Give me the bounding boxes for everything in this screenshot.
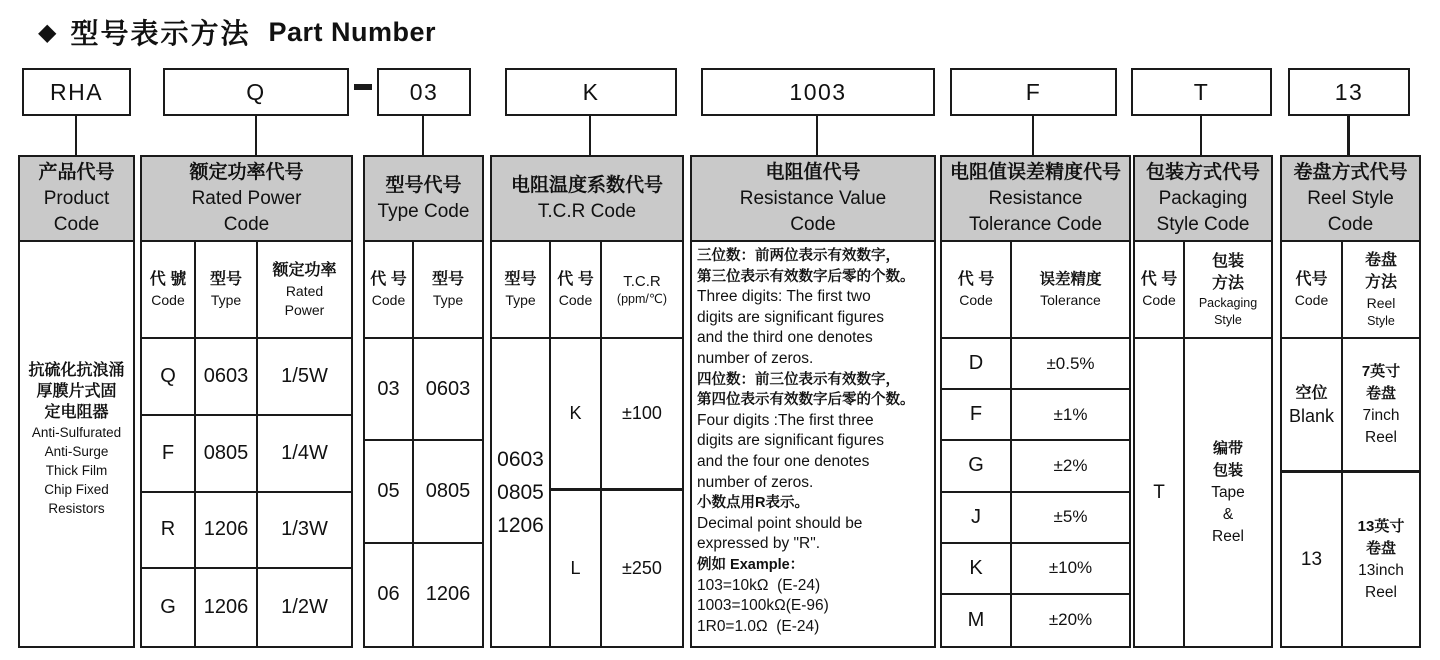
column-resistance-value (690, 155, 936, 648)
text-line: Decimal point should be (697, 514, 863, 532)
table-cell: ±2% (1012, 441, 1129, 492)
style-line: Reel (1212, 527, 1244, 545)
style-line: 7英寸 (1361, 362, 1401, 380)
subheader-code (942, 242, 1012, 339)
packaging-style-cell (1185, 339, 1271, 646)
subheader-zh: 代 号 (957, 271, 995, 288)
header-line: 电阻温度系数代号 (510, 174, 663, 196)
header-line: Style Code (1156, 213, 1250, 235)
subheader-zh: 方法 (1364, 273, 1397, 291)
column-type-code (363, 155, 484, 648)
connector-line (1032, 116, 1034, 157)
tcr-type-list (492, 339, 551, 646)
table-cell: R (142, 493, 196, 570)
connector-line (1347, 116, 1350, 157)
subheader-en: Code (371, 292, 406, 308)
subheader-zh: 代 号 (557, 271, 594, 288)
text-line: 四位数：前三位表示有效数字， (697, 371, 900, 388)
table-cell: F (942, 390, 1012, 441)
table-cell: 1/3W (258, 493, 351, 570)
subheader-zh: 包装 (1211, 252, 1244, 270)
subheader-code (551, 242, 602, 339)
style-line: & (1222, 505, 1234, 523)
style-line: 13英寸 (1357, 517, 1405, 535)
subheader-zh: 型号 (431, 271, 464, 288)
header-line: Code (223, 213, 270, 235)
product-desc-en: Thick Film (45, 463, 108, 478)
header-line: 电阻值误差精度代号 (949, 161, 1121, 183)
header-line: Reel Style (1307, 187, 1394, 209)
header-line: Product (43, 187, 110, 209)
part-box-type: 03 (377, 68, 471, 116)
table-cell: 1/5W (258, 339, 351, 416)
text-line: digits are significant figures (697, 308, 884, 326)
product-desc-zh: 抗硫化抗浪涌 (28, 362, 125, 379)
text-line: 103=10kΩ (E-24) (697, 576, 821, 594)
header-line: 型号代号 (385, 174, 462, 196)
subheader-zh: 代 號 (149, 271, 187, 288)
table-cell: ±0.5% (1012, 339, 1129, 390)
header-line: Resistance (988, 187, 1083, 209)
table-cell: K (942, 544, 1012, 595)
table-cell: ±100 (602, 339, 682, 491)
subheader-en: Rated (285, 282, 324, 299)
table-cell: 1206 (196, 493, 258, 570)
header-line: Rated Power (191, 187, 302, 209)
style-line: Reel (1365, 428, 1397, 446)
header-line: 卷盘方式代号 (1293, 161, 1408, 183)
table-cell: ±5% (1012, 493, 1129, 544)
reel-style-header (1282, 157, 1419, 242)
subheader-en: Type (432, 292, 464, 308)
table-cell: ±10% (1012, 544, 1129, 595)
part-box-packaging: T (1131, 68, 1272, 116)
code-line: Blank (1288, 405, 1335, 426)
product-desc-en: Anti-Sulfurated (31, 425, 122, 440)
subheader-en: Type (505, 292, 536, 308)
table-cell: 0805 (414, 441, 482, 543)
page-title-zh: 型号表示方法 (70, 18, 251, 49)
subheader-en: Style (1367, 313, 1395, 328)
tcr-type: 0805 (497, 481, 544, 504)
subheader-type (196, 242, 258, 339)
text-line: 第四位表示有效数字后零的个数。 (697, 392, 915, 409)
table-cell: F (142, 416, 196, 493)
subheader-en: Style (1214, 312, 1242, 327)
subheader-zh: 代 号 (370, 271, 407, 288)
connector-line (255, 116, 257, 157)
table-cell: L (551, 491, 602, 646)
subheader-en: Type (210, 292, 242, 308)
part-box-reel: 13 (1288, 68, 1410, 116)
subheader-en: Code (151, 292, 185, 308)
product-desc-en: Resistors (48, 501, 105, 516)
table-cell: Q (142, 339, 196, 416)
product-code-header (20, 157, 133, 242)
subheader-code (1135, 242, 1185, 339)
resistance-value-header (692, 157, 934, 242)
text-line: and the third one denotes (697, 329, 873, 347)
subheader-style (1343, 242, 1419, 339)
table-cell: G (942, 441, 1012, 492)
style-line: 7inch (1362, 406, 1400, 424)
text-line: number of zeros. (697, 349, 814, 367)
header-line: Code (790, 213, 836, 235)
text-line: Four digits :The first three (697, 411, 874, 429)
table-cell: 0805 (196, 416, 258, 493)
text-line: digits are significant figures (697, 432, 884, 450)
subheader-zh: 误差精度 (1039, 271, 1102, 288)
product-desc-zh: 厚膜片式固 (36, 383, 117, 400)
text-line: and the four one denotes (697, 452, 870, 470)
column-reel-style (1280, 155, 1421, 648)
table-cell: 05 (365, 441, 414, 543)
page-title-en: Part Number (268, 16, 437, 47)
reel-code-cell (1282, 339, 1343, 473)
product-description (20, 242, 133, 646)
separator-dash (354, 84, 372, 90)
header-line: Packaging (1158, 187, 1248, 209)
column-packaging (1133, 155, 1273, 648)
style-line: 卷盘 (1365, 539, 1396, 557)
text-line: 第三位表示有效数字后零的个数。 (697, 268, 915, 285)
header-line: 包装方式代号 (1145, 161, 1260, 183)
table-cell: ±250 (622, 558, 662, 578)
subheader-tcr (602, 242, 682, 339)
product-desc-zh: 定电阻器 (44, 404, 109, 421)
style-line: Tape (1211, 483, 1245, 501)
style-line: Reel (1365, 583, 1397, 601)
subheader-en: T.C.R (623, 272, 661, 290)
tcr-code-header (492, 157, 682, 242)
text-line: 小数点用R表示。 (697, 495, 809, 512)
page-title (38, 12, 436, 52)
connector-line (589, 116, 591, 157)
text-line: Three digits: The first two (697, 288, 871, 306)
subheader-en: Reel (1366, 294, 1396, 311)
table-cell: 1/2W (281, 596, 328, 619)
tcr-type: 0603 (497, 448, 544, 471)
table-cell: 1206 (196, 569, 258, 646)
packaging-header (1135, 157, 1271, 242)
table-cell: 06 (365, 544, 414, 646)
resistance-value-text (692, 242, 934, 646)
subheader-zh: 方法 (1211, 274, 1244, 292)
subheader-zh: 卷盘 (1364, 251, 1397, 269)
subheader-tolerance (1012, 242, 1129, 339)
text-line: 例如 Example： (697, 556, 805, 573)
part-box-resistance: 1003 (701, 68, 935, 116)
subheader-zh: 代 号 (1140, 271, 1178, 288)
table-cell: D (942, 339, 1012, 390)
code-line: 空位 (1295, 384, 1328, 402)
table-cell: 1/4W (258, 416, 351, 493)
part-box-product: RHA (22, 68, 131, 116)
subheader-en: Code (959, 292, 993, 308)
table-cell: 1206 (425, 583, 471, 606)
part-box-tcr: K (505, 68, 677, 116)
table-cell: M (942, 595, 1012, 646)
table-cell: 0603 (196, 339, 258, 416)
product-desc-en: Chip Fixed (44, 482, 109, 497)
header-line: Resistance Value (739, 187, 887, 209)
header-line: Tolerance Code (968, 213, 1103, 235)
subheader-code (142, 242, 196, 339)
subheader-type (414, 242, 482, 339)
reel-code-cell: 13 (1282, 473, 1343, 646)
packaging-code-cell: T (1135, 339, 1185, 646)
header-line: T.C.R Code (537, 200, 637, 222)
subheader-en: Code (1142, 292, 1176, 308)
reel-style-cell (1343, 473, 1419, 646)
subheader-en: Code (558, 292, 593, 308)
subheader-zh: 代号 (1295, 271, 1328, 288)
subheader-type (492, 242, 551, 339)
style-line: 包装 (1212, 461, 1243, 479)
part-box-power: Q (163, 68, 349, 116)
style-line: 卷盘 (1365, 384, 1396, 402)
diamond-bullet-icon: ◆ (38, 18, 57, 46)
table-cell: 0603 (414, 339, 482, 441)
subheader-zh: 额定功率 (272, 261, 337, 279)
rated-power-header (142, 157, 351, 242)
subheader-en: Power (284, 301, 325, 318)
text-line: expressed by "R". (697, 535, 821, 553)
subheader-code (1282, 242, 1343, 339)
connector-line (75, 116, 77, 157)
column-tcr-code (490, 155, 684, 648)
tolerance-header (942, 157, 1129, 242)
connector-line (422, 116, 424, 157)
subheader-code (365, 242, 414, 339)
subheader-zh: 型号 (504, 271, 537, 288)
table-cell: J (942, 493, 1012, 544)
text-line: number of zeros. (697, 473, 814, 491)
header-line: Code (1327, 213, 1374, 235)
text-line: 三位数：前两位表示有效数字， (697, 248, 900, 264)
part-box-tolerance: F (950, 68, 1117, 116)
column-rated-power (140, 155, 353, 648)
connector-line (816, 116, 818, 157)
table-cell: K (551, 339, 602, 491)
tcr-type: 1206 (497, 514, 544, 537)
subheader-en: (ppm/℃) (616, 291, 668, 306)
style-line: 13inch (1358, 561, 1404, 579)
subheader-en: Code (1294, 292, 1329, 308)
header-line: 产品代号 (38, 161, 115, 183)
text-line: 1003=100kΩ(E-96) (697, 597, 829, 615)
reel-style-cell (1343, 339, 1419, 473)
table-cell: ±1% (1012, 390, 1129, 441)
style-line: 编带 (1212, 439, 1243, 457)
subheader-zh: 型号 (209, 271, 242, 288)
header-line: 电阻值代号 (765, 161, 861, 183)
header-line: 额定功率代号 (189, 161, 304, 183)
table-cell: G (142, 569, 196, 646)
text-line: 1R0=1.0Ω (E-24) (697, 617, 820, 635)
type-code-header (365, 157, 482, 242)
table-cell: ±20% (1048, 610, 1093, 630)
connector-line (1200, 116, 1202, 157)
header-line: Type Code (377, 200, 470, 222)
subheader-style (1185, 242, 1271, 339)
column-tolerance (940, 155, 1131, 648)
subheader-rated-power (258, 242, 351, 339)
subheader-en: Tolerance (1040, 292, 1101, 308)
column-product-code (18, 155, 135, 648)
subheader-en: Packaging (1198, 295, 1258, 310)
product-desc-en: Anti-Surge (44, 444, 109, 459)
header-line: Code (53, 213, 100, 235)
table-cell: 03 (365, 339, 414, 441)
